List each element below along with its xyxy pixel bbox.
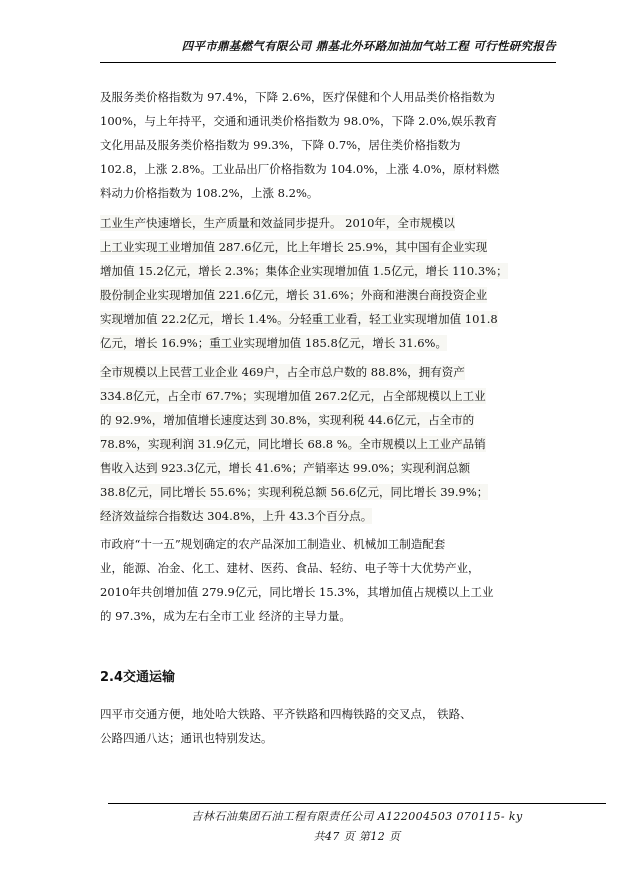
text-line: 38.8亿元，同比增长 55.6%；实现利税总额 56.6亿元，同比增长 39.9%； <box>100 485 489 499</box>
text-line: 售收入达到 923.3亿元，增长 41.6%；产销率达 99.0%；实现利润总额 <box>100 461 470 475</box>
text-line: 2010年共创增加值 279.9亿元，同比增长 15.3%，其增加值占规模以上工业 <box>100 585 494 599</box>
text-line: 的 97.3%，成为左右全市工业 经济的主导力量。 <box>100 609 351 623</box>
page-header: 四平市鼎基燃气有限公司 鼎基北外环路加油加气站工程 可行性研究报告 <box>181 39 556 53</box>
text-line: 公路四通八达；通讯也特别发达。 <box>100 731 273 745</box>
text-line: 料动力价格指数为 108.2%，上涨 8.2%。 <box>100 186 319 200</box>
header-divider <box>100 62 556 63</box>
text-line: 334.8亿元，占全市 67.7%；实现增加值 267.2亿元，占全部规模以上工业 <box>100 389 486 403</box>
text-line: 经济效益综合指数达 304.8%，上升 43.3个百分点。 <box>100 509 373 523</box>
text-line: 78.8%，实现利润 31.9亿元，同比增长 68.8 %。全市规模以上工业产品销 <box>100 437 486 451</box>
footer-divider <box>108 803 606 804</box>
text-line: 工业生产快速增长，生产质量和效益同步提升。 2010年，全市规模以 <box>100 216 455 230</box>
text-line: 市政府“十一五”规划确定的农产品深加工制造业、机械加工制造配套 <box>100 537 446 551</box>
text-line: 上工业实现工业增加值 287.6亿元，比上年增长 25.9%，其中国有企业实现 <box>100 240 488 254</box>
text-line: 实现增加值 22.2亿元，增长 1.4%。分轻重工业看，轻工业实现增加值 101.8 <box>100 312 498 326</box>
footer-page-count: 共47 页 第12 页 <box>313 830 401 843</box>
text-line: 增加值 15.2亿元，增长 2.3%；集体企业实现增加值 1.5亿元，增长 110.3%； <box>100 264 508 278</box>
text-line: 文化用品及服务类价格指数为 99.3%，下降 0.7%，居住类价格指数为 <box>100 138 461 152</box>
text-line: 股份制企业实现增加值 221.6亿元，增长 31.6%；外商和港澳台商投资企业 <box>100 288 488 302</box>
text-line: 亿元，增长 16.9%；重工业实现增加值 185.8亿元，增长 31.6%。 <box>100 336 447 350</box>
section-heading: 2.4交通运输 <box>100 670 176 685</box>
text-line: 100%，与上年持平，交通和通讯类价格指数为 98.0%，下降 2.0%,娱乐教育 <box>100 114 498 128</box>
text-line: 全市规模以上民营工业企业 469户，占全市总户数的 88.8%，拥有资产 <box>100 365 465 379</box>
text-line: 四平市交通方便，地处哈大铁路、平齐铁路和四梅铁路的交叉点， 铁路、 <box>100 707 472 721</box>
text-line: 的 92.9%，增加值增长速度达到 30.8%，实现利税 44.6亿元，占全市的 <box>100 413 475 427</box>
text-line: 业，能源、冶金、化工、建材、医药、食品、轻纺、电子等十大优势产业， <box>100 561 480 575</box>
text-line: 及服务类价格指数为 97.4%，下降 2.6%，医疗保健和个人用品类价格指数为 <box>100 90 496 104</box>
footer-company: 吉林石油集团石油工程有限责任公司 A122004503 070115- ky <box>191 810 523 823</box>
text-line: 102.8，上涨 2.8%。工业品出厂价格指数为 104.0%，上涨 4.0%，原材料燃 <box>100 162 500 176</box>
